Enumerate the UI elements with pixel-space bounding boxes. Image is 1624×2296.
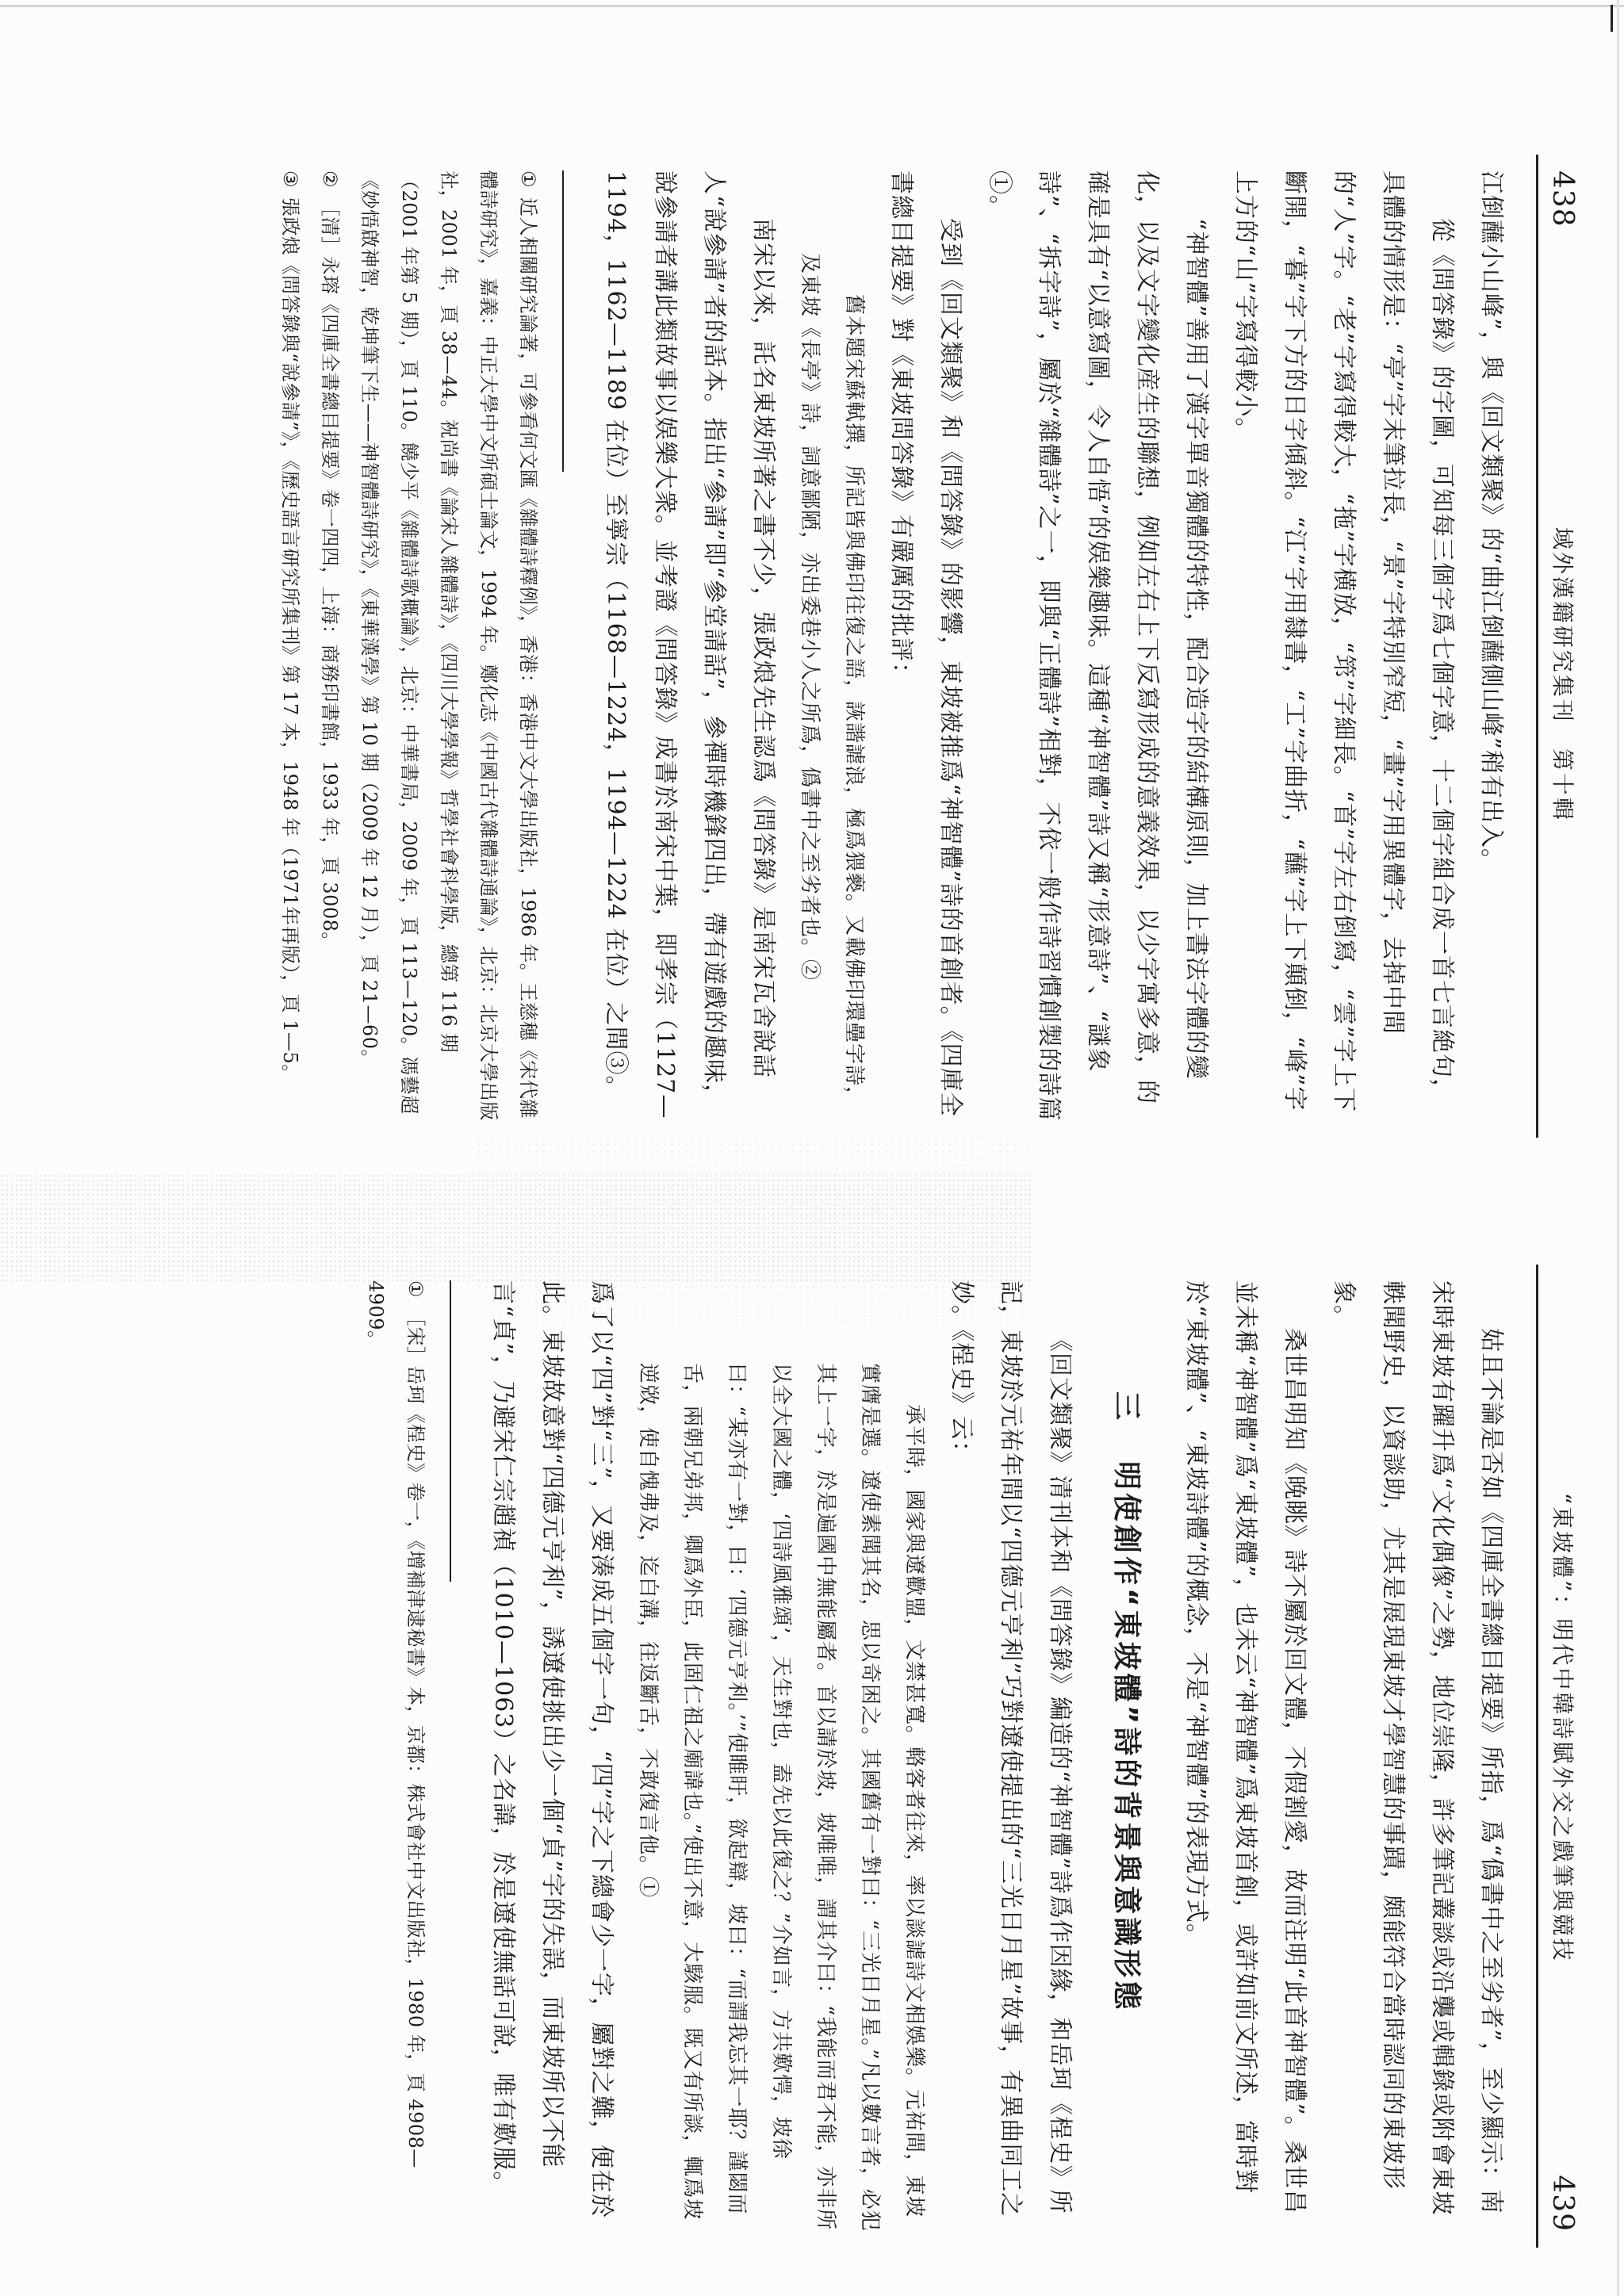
paragraph: 桑世昌明知《晚眺》詩不屬於回文體，不假割愛，故而注明“此首神智體”。桑世昌並未稱“神智體”爲“東坡體”，也未云“神智體”爲東坡首創，或許如前文所述，當時對於“東坡體”、“東坡詩體”的概念，不是“神智體”的表現方式。 [1182, 1280, 1308, 2214]
footnotes [270, 155, 548, 1138]
footnotes [356, 1265, 435, 2248]
paragraph: “神智體”善用了漢字單音獨體的特性，配合造字的結構原則，加上書法字體的變化，以及文字變化産生的聯想，例如左右上下反寫形成的意義效果，以少字寓多意，的確是具有“以意寫圖，令人自悟”的娱樂趣味。這種“神智體”詩又稱“形意詩”、“謎象詩”、“拆字詩”，屬於“雜體詩”之一，即與“正體詩”相對，不依一般作詩習慣創製的詩篇①。 [986, 170, 1210, 1122]
paragraph: 受到《回文類聚》和《問答錄》的影響，東坡被推爲“神智體”詩的首創者。《四庫全書總目提要》對《東坡問答錄》有嚴厲的批評： [887, 170, 964, 1117]
page-number: 439 [1546, 2175, 1579, 2233]
footnote-mark: ① [517, 170, 539, 189]
scan-corner-mark [1611, 5, 1613, 32]
running-header-right-page [1536, 1265, 1586, 2248]
running-head-title: “東坡體”：明代中韓詩賦外交之戲筆與競技 [1549, 1492, 1576, 1963]
footnote [350, 170, 548, 1122]
footnote-rule [450, 1280, 451, 1582]
paragraph: 姑且不論是否如《四庫全書總目提要》所指，爲“僞書中之至劣者”，至少顯示：南宋時東坡有躍升爲“文化偶像”之勢，地位崇隆，許多筆記叢談或沿襲或輯錄或附會東坡軼聞野史，以資談助，尤其是展現東坡才學智慧的事蹟，頗能符合當時認同的東坡形象。 [1330, 1280, 1505, 2216]
footnote [270, 170, 310, 1122]
scan-top-edge [0, 5, 1624, 7]
page-438 [48, 155, 1586, 1138]
page-number: 438 [1546, 170, 1579, 228]
footnote-text: 近人相關研究論著，可參看何文匯《雜體詩釋例》，香港：香港中文大學出版社，1986 年。王慈穗《宋代雜體詩研究》，嘉義：中正大學中文所碩士論文，1994 年。鄭化志《中國古代雜體詩通論》，北京：北京大學出版社，2001 年，頁 38—44。祝尚書《論宋人雜體詩》，《四川大學學報》哲學社會科學版，總第 116 期（2001 年第 5 期），頁 110。饒少平《雜體詩歌概論》，北京：中華書局，2009 年，頁 113—120。馮藝超《妙悟啟神智，乾坤筆下生——神智體詩研究》，《東華漢學》第 10 期（2009 年 12 月），頁 21—60。 [358, 170, 539, 1121]
paragraph: 爲了以“四”對“三”，又要湊成五個字一句，“四”字之下總會少一字，屬對之難，便在於此。東坡故意對“四德元亨利”，誘遼使挑出少一個“貞”字的失誤，而東坡所以不能言“貞”，乃避宋仁宗趙禎（1010—1063）之名諱，於是遼使無話可說，唯有歎服。 [489, 1280, 615, 2219]
page-body [591, 155, 1536, 1138]
section-number: 三 [1110, 1391, 1143, 1424]
footnote-rule [562, 170, 564, 472]
footnote-mark: ③ [279, 170, 301, 189]
footnote-mark: ① [404, 1280, 427, 1299]
page-439 [48, 1265, 1586, 2248]
paragraph: 《回文類聚》清刊本和《問答錄》編造的“神智體”詩爲作因緣，和岳珂《桯史》所記，東坡於元祐年間以“四德元亨利”巧對遼使提出的“三光日月星”故事，有異曲同工之妙。《桯史》云： [948, 1280, 1074, 2218]
block-quote: 舊本題宋蘇軾撰，所記皆與佛印往復之語，詼諧謔浪，極爲猥褻。又載佛印環壘字詩，及東坡《長亭》詩，詞意鄙陋，亦出委巷小人之所爲，僞書中之至劣者也。② [798, 253, 866, 1108]
page-body [478, 1265, 1536, 2248]
footnote-text: ［清］永瑢《四庫全書總目提要》卷一四四，上海：商務印書館，1933 年，頁 3008。 [319, 197, 341, 951]
block-quote: 承平時，國家與遼歡盟，文禁甚寬。輅客者往來，率以談謔詩文相娛樂。元祐間，東坡實膺是選。遼使素聞其名，思以奇困之。其國舊有一對曰：“三光日月星。”凡以數言者，必犯其上一字，於是遍國中無能屬者。首以請於坡，坡唯唯，謂其介曰：“我能而君不能，亦非所以全大國之體，‘四詩風雅頌’，天生對也，盍先以此復之？”介如言，方共歎愕，坡徐曰：“某亦有一對，曰：‘四德元亨利。’”使睢盱，欲起辯，坡曰：“而謂我忘其一耶？謹閟而舌，兩朝兄弟邦，卿爲外臣，此固仁祖之廟諱也。”使出不意，大駭服。既又有所談，輒爲坡逆敚，使自愧弗及，迄白溝，往返斷舌，不敢復言他。① [636, 1363, 926, 2232]
paragraph: 從《問答錄》的字圖，可知每三個字爲七個字意，十二個字組合成一首七言絶句，具體的情形是：“亭”字末筆拉長，“景”字特別窄短，“畫”字用異體字，去掉中間的“人”字。“老”字寫得較大，“拖”字横放，“筇”字細長。“首”字左右倒寫，“雲”字上下斷開，“暮”字下方的日字傾斜。“江”字用隸書，“工”字曲折，“蘸”字上下顛倒，“峰”字上方的“山”字寫得較小。 [1231, 170, 1456, 1113]
section-heading [1101, 1280, 1151, 2232]
paragraph: 江倒蘸小山峰”，與《回文類聚》的“曲江倒蘸側山峰”稍有出入。 [1477, 170, 1505, 874]
footnote [356, 1280, 435, 2232]
running-header-left-page [1536, 155, 1586, 1138]
footnote-text: ［宋］岳珂《桯史》卷一，《增補津逮秘書》本，京都：株式會社中文出版社，1980 年，頁 4908—4909。 [365, 1280, 427, 2168]
footnote-text: 張政烺《問答錄與“說參請”》，《歷史語言研究所集刊》第 17 本，1948 年（1971年再版），頁 1—5。 [279, 197, 301, 1084]
section-title: 明使創作“東坡體”詩的背景與意識形態 [1110, 1461, 1143, 2013]
footnote-mark: ② [319, 170, 341, 189]
scan-right-edge [1617, 0, 1619, 2296]
running-head-title: 域外漢籍研究集刊 第十輯 [1549, 526, 1576, 822]
paragraph: 南宋以來，託名東坡所著之書不少，張政烺先生認爲《問答錄》是南宋瓦舍說話人“說參請”者的話本。指出“參請”即“參堂請話”，參禪時機鋒四出，帶有遊戲的趣味，說參請者講此類故事以娱樂大衆。並考證《問答錄》成書於南宋中葉，即孝宗（1127—1194，1162—1189 在位）至寧宗（1168—1224，1194—1224 在位）之間③。 [602, 170, 777, 1119]
footnote [310, 170, 350, 1122]
